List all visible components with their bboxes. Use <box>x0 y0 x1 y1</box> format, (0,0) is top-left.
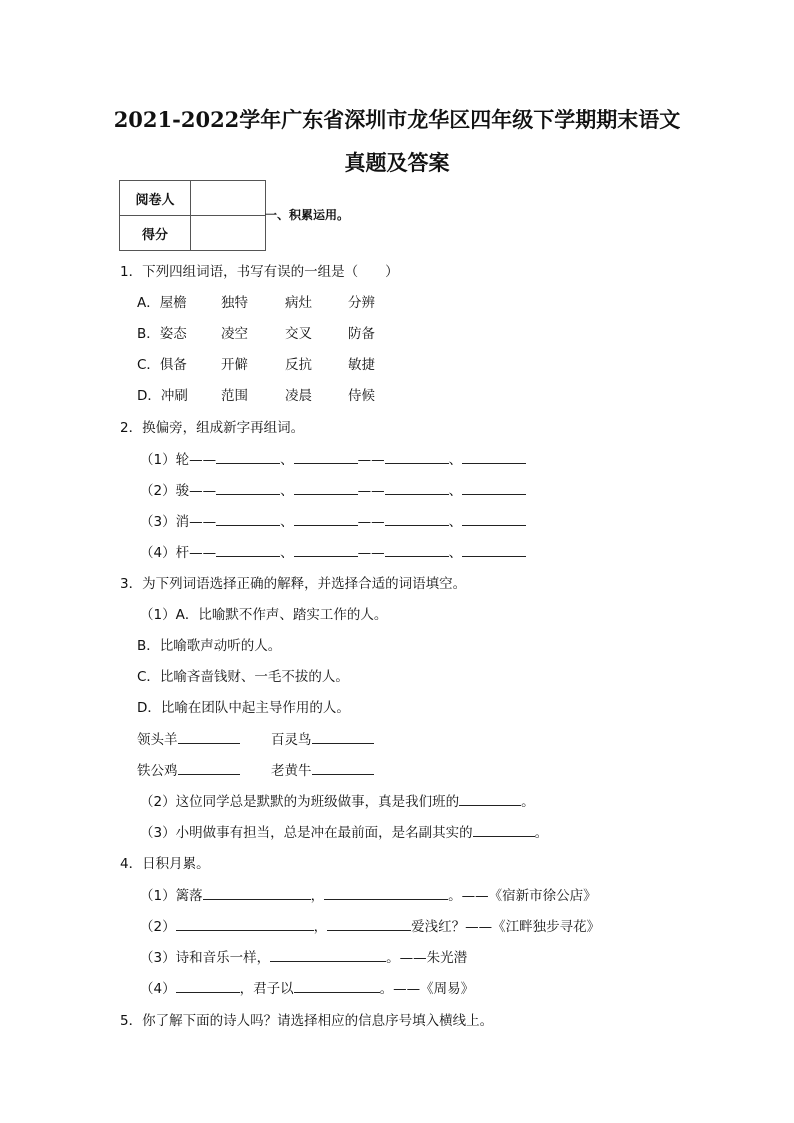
answer-blank[interactable] <box>462 544 526 557</box>
q3-definition-b: B．比喻歌声动听的人。 <box>137 638 282 654</box>
answer-blank[interactable] <box>462 451 526 464</box>
answer-blank[interactable] <box>203 887 311 900</box>
q4-line-1 <box>140 884 597 904</box>
reviewer-box[interactable] <box>191 181 266 216</box>
q3-word: 百灵鸟 <box>271 732 312 748</box>
option-label: A．屋檐 <box>137 295 187 311</box>
q5-stem: 5．你了解下面的诗人吗？请选择相应的信息序号填入横线上。 <box>120 1013 494 1029</box>
score-table <box>119 180 266 251</box>
answer-blank[interactable] <box>385 451 449 464</box>
line-text: 。——《宿新市徐公店》 <box>448 888 597 904</box>
q3-word-row <box>137 728 240 748</box>
separator: 、 <box>280 452 294 468</box>
answer-blank[interactable] <box>176 918 314 931</box>
option-label: B．姿态 <box>137 326 187 342</box>
separator: 、 <box>280 545 294 561</box>
option-word: 分辨 <box>348 295 375 311</box>
option-word: 病灶 <box>285 295 312 311</box>
option-word: 交叉 <box>285 326 312 342</box>
line-text: （4） <box>140 981 176 997</box>
option-word: 侍候 <box>348 388 375 404</box>
option-label: D．冲刷 <box>137 388 188 404</box>
section-heading: 一、积累运用。 <box>265 208 350 222</box>
q3-sentence-3 <box>140 821 548 841</box>
line-text: 。——朱光潜 <box>386 950 468 966</box>
q3-definition-d: D．比喻在团队中起主导作用的人。 <box>137 700 350 716</box>
answer-blank[interactable] <box>294 451 358 464</box>
document-title-line1: 2021-2022学年广东省深圳市龙华区四年级下学期期末语文 <box>113 107 681 132</box>
answer-blank[interactable] <box>462 513 526 526</box>
answer-blank[interactable] <box>473 824 535 837</box>
option-word: 凌晨 <box>285 388 312 404</box>
q3-word: 领头羊 <box>137 732 178 748</box>
q3-word-row <box>137 759 240 779</box>
answer-blank[interactable] <box>178 731 240 744</box>
q2-item-label: （2）骏—— <box>140 483 217 499</box>
q3-word-row <box>271 759 374 779</box>
answer-blank[interactable] <box>216 451 280 464</box>
answer-blank[interactable] <box>294 482 358 495</box>
answer-blank[interactable] <box>462 482 526 495</box>
score-box[interactable] <box>191 216 266 251</box>
option-word: 凌空 <box>221 326 248 342</box>
q3-word-row <box>271 728 374 748</box>
q1-stem: 1．下列四组词语，书写有误的一组是（ ） <box>120 264 399 280</box>
option-word: 防备 <box>348 326 375 342</box>
answer-blank[interactable] <box>270 949 386 962</box>
answer-blank[interactable] <box>216 482 280 495</box>
separator: 、 <box>448 452 463 468</box>
dash: —— <box>357 545 385 561</box>
separator: 、 <box>448 514 463 530</box>
dash: —— <box>357 514 385 530</box>
q4-stem: 4．日积月累。 <box>120 856 210 872</box>
line-text: （3）诗和音乐一样， <box>140 950 271 966</box>
line-text: 。——《周易》 <box>379 981 475 997</box>
q3-definition-a: （1）A．比喻默不作声、踏实工作的人。 <box>140 607 388 623</box>
answer-blank[interactable] <box>385 513 449 526</box>
sentence-end: 。 <box>521 794 535 810</box>
separator: 、 <box>280 483 294 499</box>
answer-blank[interactable] <box>294 513 358 526</box>
option-word: 独特 <box>221 295 248 311</box>
dash: —— <box>357 452 385 468</box>
answer-blank[interactable] <box>324 887 448 900</box>
answer-blank[interactable] <box>327 918 411 931</box>
document-title-line2: 真题及答案 <box>344 150 450 175</box>
answer-blank[interactable] <box>385 544 449 557</box>
answer-blank[interactable] <box>459 793 521 806</box>
q3-definition-c: C．比喻吝啬钱财、一毛不拔的人。 <box>137 669 349 685</box>
answer-blank[interactable] <box>312 731 374 744</box>
answer-blank[interactable] <box>176 980 240 993</box>
sentence-text: （3）小明做事有担当，总是冲在最前面，是名副其实的 <box>140 825 473 841</box>
separator: 、 <box>448 545 463 561</box>
option-word: 开僻 <box>221 357 248 373</box>
q2-item-label: （3）消—— <box>140 514 217 530</box>
option-label: C．俱备 <box>137 357 187 373</box>
option-word: 反抗 <box>285 357 312 373</box>
line-text: ， <box>313 919 328 935</box>
line-text: ， <box>310 888 325 904</box>
q3-sentence-2 <box>140 790 535 810</box>
line-text: （2） <box>140 919 176 935</box>
answer-blank[interactable] <box>385 482 449 495</box>
answer-blank[interactable] <box>216 544 280 557</box>
q3-word: 铁公鸡 <box>137 763 178 779</box>
q3-word: 老黄牛 <box>271 763 312 779</box>
q2-item <box>140 479 526 499</box>
answer-blank[interactable] <box>178 762 240 775</box>
q2-stem: 2．换偏旁，组成新字再组词。 <box>120 420 305 436</box>
line-text: （1）篱落 <box>140 888 203 904</box>
score-label: 得分 <box>120 216 191 251</box>
q4-line-3 <box>140 946 467 966</box>
option-word: 范围 <box>221 388 248 404</box>
q2-item <box>140 448 526 468</box>
q2-item <box>140 541 526 561</box>
line-text: 爱浅红？——《江畔独步寻花》 <box>411 919 601 935</box>
q2-item-label: （4）杆—— <box>140 545 217 561</box>
answer-blank[interactable] <box>294 544 358 557</box>
q3-stem: 3．为下列词语选择正确的解释，并选择合适的词语填空。 <box>120 576 467 592</box>
answer-blank[interactable] <box>294 980 380 993</box>
answer-blank[interactable] <box>312 762 374 775</box>
q2-item-label: （1）轮—— <box>140 452 217 468</box>
q4-line-2 <box>140 915 600 935</box>
sentence-end: 。 <box>534 825 549 841</box>
sentence-text: （2）这位同学总是默默的为班级做事，真是我们班的 <box>140 794 460 810</box>
option-word: 敏捷 <box>348 357 375 373</box>
separator: 、 <box>280 514 294 530</box>
reviewer-label: 阅卷人 <box>120 181 191 216</box>
q2-item <box>140 510 526 530</box>
line-text: ，君子以 <box>239 981 294 997</box>
answer-blank[interactable] <box>216 513 280 526</box>
q4-line-4 <box>140 977 474 997</box>
dash: —— <box>357 483 385 499</box>
separator: 、 <box>448 483 463 499</box>
